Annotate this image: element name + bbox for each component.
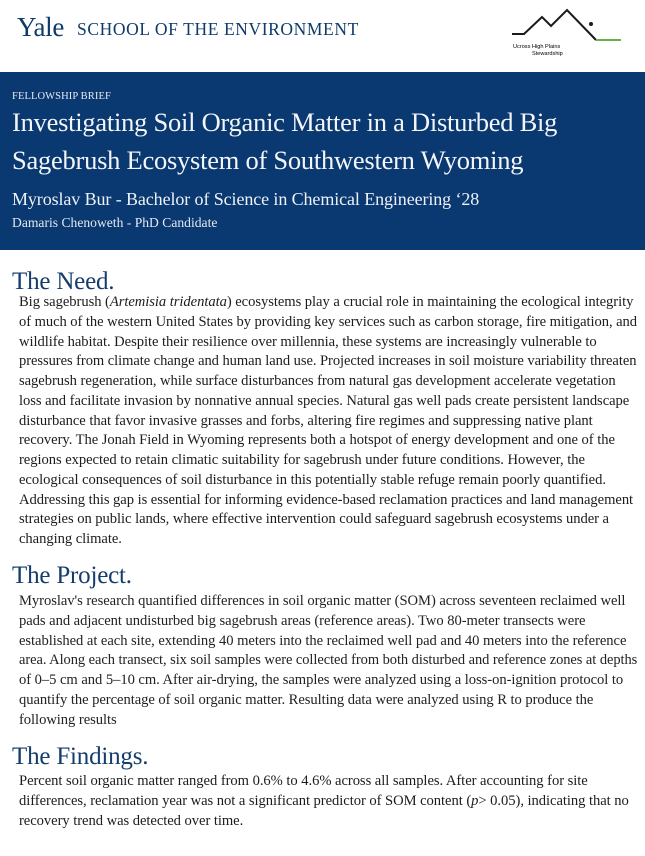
body-line: disturbance that favor invasive grasses and forbs, altering fire regimes and suppressing native plant <box>19 412 593 429</box>
brief-kicker: FELLOWSHIP BRIEF <box>12 91 111 102</box>
section-heading-need: The Need. <box>12 268 115 295</box>
author-line: Myroslav Bur - Bachelor of Science in Chemical Engineering ‘28 <box>12 189 480 209</box>
advisor-line: Damaris Chenoweth - PhD Candidate <box>12 215 218 230</box>
body-line: pads and adjacent undisturbed big sagebrush areas (reference areas). Two 80-meter transects were <box>19 612 586 629</box>
italic-term: p <box>471 792 479 809</box>
body-line: Percent soil organic matter ranged from 0.6% to 4.6% across all samples. After accounting for site <box>19 773 588 789</box>
body-line: loss and facilitate invasion by nonnative annual species. Natural gas well pads create persistent landscape <box>19 392 630 409</box>
title-line-1: Investigating Soil Organic Matter in a Disturbed Big <box>12 107 558 137</box>
text-run: ) ecosystems play a crucial role in maintaining the ecological integrity <box>226 294 634 310</box>
text-run: > 0.05), indicating that no <box>478 792 629 809</box>
body-line: of much of the western United States by providing key services such as carbon storage, fire mitigation, and <box>19 313 637 330</box>
body-line: ecological consequences of soil disturbance in this potentially stable refuge remain poorly quantified. <box>19 471 606 488</box>
body-line: following results <box>19 711 117 728</box>
logo-caption-line2: Stewardship <box>532 51 563 57</box>
text-run: Big sagebrush ( <box>19 294 110 310</box>
body-line: pressures from climate change and human land use. Projected increases in soil moisture variability threaten <box>19 353 637 370</box>
ucross-logo <box>505 4 630 60</box>
body-line: Addressing this gap is essential for informing evidence-based reclamation practices and land management <box>19 491 634 508</box>
section-heading-project: The Project. <box>12 562 132 589</box>
body-line: recovery. The Jonah Field in Wyoming represents both a hotspot of energy development and one of the <box>19 432 615 449</box>
body-line: wildlife habitat. Despite their resilience over millennia, these systems are increasingly vulnerable to <box>19 333 597 350</box>
italic-term: Artemisia tridentata <box>109 294 227 310</box>
body-line: Myroslav's research quantified differences in soil organic matter (SOM) across seventeen reclaimed well <box>19 593 626 609</box>
mountain-logo-icon <box>505 4 630 60</box>
body-line: strategies on public lands, where effective intervention could safeguard sagebrush ecosystems under a <box>19 511 609 528</box>
section-heading-findings: The Findings. <box>12 743 149 770</box>
title-line-2: Sagebrush Ecosystem of Southwestern Wyoming <box>12 145 524 175</box>
body-line: regions expected to retain climatic suitability for sagebrush under future conditions. However, the <box>19 452 585 468</box>
body-line: area. Along each transect, six soil samples were collected from both disturbed and reference zones at depths <box>19 652 638 669</box>
body-line <box>19 793 629 810</box>
body-line <box>19 294 633 311</box>
body-line: recovery trend was detected over time. <box>19 812 244 829</box>
body-line: changing climate. <box>19 531 122 547</box>
body-line: quantify the percentage of soil organic matter. Resulting data were analyzed using R to produce the <box>19 691 594 708</box>
logo-caption-line1: Ucross High Plains <box>513 44 561 50</box>
yale-wordmark: Yale <box>17 12 65 42</box>
body-line: established at each site, extending 40 meters into the reclaimed well pad and 40 meters into the reference <box>19 632 627 649</box>
body-line: of 0–5 cm and 5–10 cm. After air-drying, the samples were analyzed using a loss-on-ignition protocol to <box>19 672 624 688</box>
body-line: sagebrush regeneration, while surface disturbances from natural gas development accelerate vegetation <box>19 373 616 389</box>
text-run: differences, reclamation year was not a significant predictor of SOM content ( <box>19 792 472 809</box>
school-name: SCHOOL OF THE ENVIRONMENT <box>77 19 359 39</box>
